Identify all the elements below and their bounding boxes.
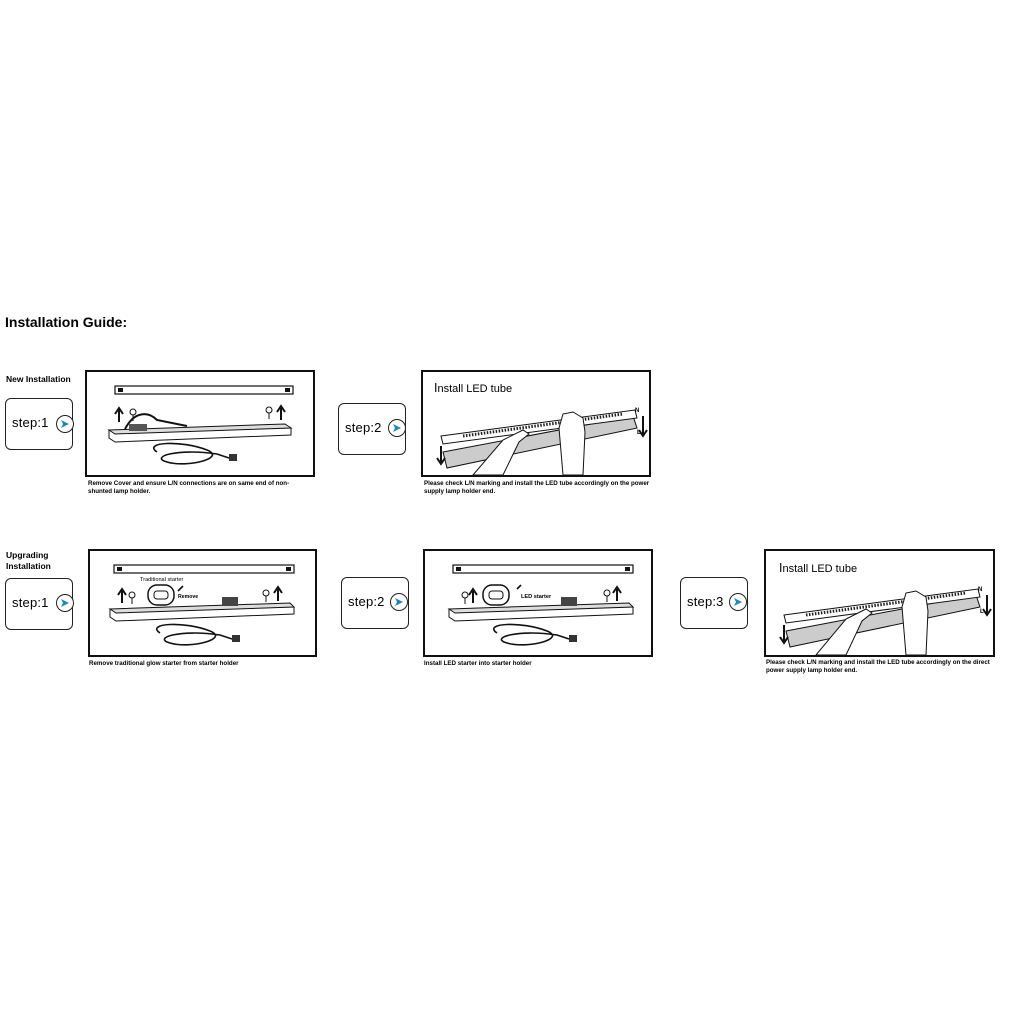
marking-l: L [637, 430, 641, 436]
panel-heading: Install LED tube [779, 561, 858, 575]
step-label: step:2 [345, 420, 382, 435]
next-arrow-button[interactable] [56, 594, 74, 612]
play-arrow-icon [60, 419, 70, 429]
marking-n: N [978, 587, 983, 593]
caption-new-step1: Remove Cover and ensure L/N connections are on same end of non-shunted lamp holder. [88, 480, 290, 495]
play-arrow-icon [392, 423, 402, 433]
next-arrow-button[interactable] [56, 415, 74, 433]
illustration-install-led-tube-direct [764, 549, 995, 657]
play-arrow-icon [60, 598, 70, 608]
caption-upgrade-step3: Please check L/N marking and install the LED tube accordingly on the direct power supply lamp holder end. [766, 659, 990, 674]
page-title: Installation Guide: [5, 314, 128, 330]
illustration-install-led-tube [421, 370, 651, 477]
illustration-remove-cover [85, 370, 315, 477]
marking-l: L [980, 609, 984, 615]
callout-traditional-starter: Traditional starter [140, 577, 184, 583]
step-label: step:2 [348, 594, 385, 609]
illustration-remove-starter [88, 549, 317, 657]
section-label-upgrading-installation: Upgrading Installation [6, 550, 51, 571]
next-arrow-button[interactable] [729, 593, 747, 611]
callout-remove: Remove [178, 594, 199, 600]
caption-upgrade-step1: Remove traditional glow starter from starter holder [89, 660, 239, 667]
step-label: step:1 [12, 415, 49, 430]
step-label: step:1 [12, 595, 49, 610]
caption-upgrade-step2: Install LED starter into starter holder [424, 660, 532, 667]
play-arrow-icon [394, 597, 404, 607]
step-label: step:3 [687, 594, 724, 609]
callout-led-starter: LED starter [521, 594, 552, 600]
caption-new-step2: Please check L/N marking and install the LED tube accordingly on the power supply lamp holder end. [424, 480, 650, 495]
play-arrow-icon [733, 597, 743, 607]
illustration-install-led-starter [423, 549, 653, 657]
section-label-new-installation: New Installation [6, 374, 71, 384]
marking-n: N [635, 408, 640, 414]
panel-heading: Install LED tube [434, 381, 513, 395]
next-arrow-button[interactable] [390, 593, 408, 611]
next-arrow-button[interactable] [388, 419, 406, 437]
